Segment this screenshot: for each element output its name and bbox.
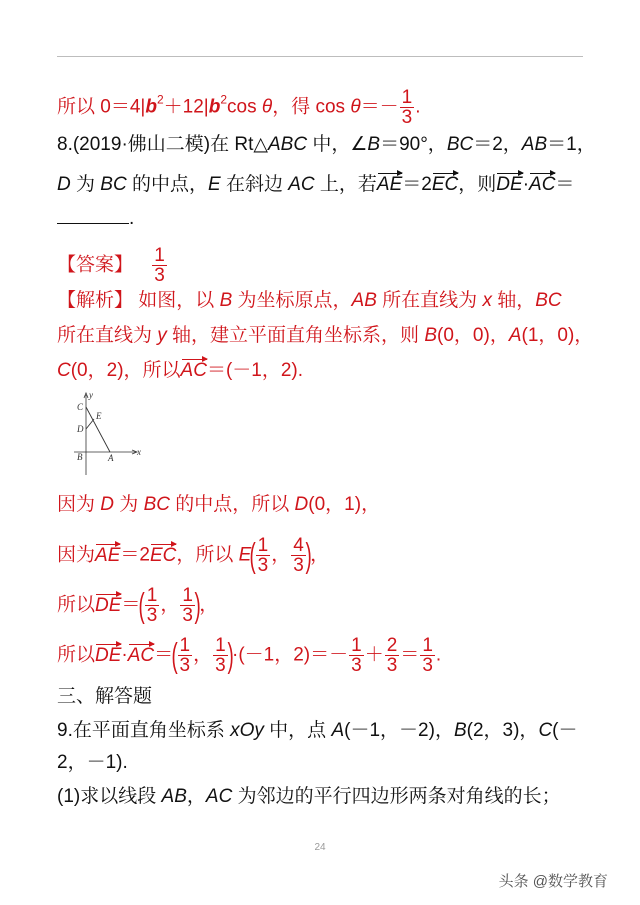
vector-ac: AC [529, 172, 555, 198]
label-a: A [108, 453, 114, 463]
step-vector-de: 所以DE＝( $\frac{1}{3}$ ， $\frac{1}{3}$ )， [57, 585, 219, 626]
analysis-line-3: C(0，2)，所以AC＝(－1，2). [57, 358, 590, 384]
solution-line-cos-theta: 所以 $0=4|b^2+12|b^2\cos$ θ，得 cos θ＝－ $\frac{1}{3}$ . [57, 87, 421, 128]
step-dot-product: 所以DE·AC＝( $\frac{1}{3}$ ， $\frac{1}{3}$ )·(－1，2)＝－ $\frac{1}{3}$ ＋ $\frac{2}{3}$ ＝ $\frac{1}{3}$ . [57, 635, 442, 676]
vector-ae: AE [95, 543, 120, 569]
segment-de [86, 419, 94, 429]
vector-ac: AC [181, 358, 207, 384]
answer-blank [57, 207, 129, 224]
answer-fraction: $\frac{1}{3}$ [154, 245, 165, 286]
label-c: C [77, 402, 84, 412]
question-9-part-1: (1)求以线段 AB，AC 为邻边的平行四边形两条对角线的长； [57, 786, 561, 807]
answer-row [57, 246, 590, 285]
vector-ac: AC [128, 643, 154, 669]
label-e: E [96, 411, 102, 421]
vector-ae: AE [377, 172, 402, 198]
question-9-line-2: 2，－1). [57, 752, 128, 773]
watermark: 头条 @数学教育 [498, 873, 608, 890]
vector-ec: EC [150, 543, 176, 569]
header-rule [57, 56, 583, 57]
step-point-e: 因为AE＝2EC，所以 E( $\frac{1}{3}$ ， $\frac{4}{3}$ )， [57, 535, 330, 576]
page-number: 24 [314, 842, 326, 853]
coordinate-figure [70, 389, 150, 479]
analysis-line-2: 所在直线为 y 轴，建立平面直角坐标系，则 B(0，0)，A(1，0)， [57, 325, 594, 346]
label-y: y [89, 390, 93, 400]
vector-ec: EC [432, 172, 458, 198]
label-x: x [137, 447, 141, 457]
fraction: $\frac{1}{3}$ [401, 87, 413, 128]
analysis-tag: 【解析】 [57, 290, 134, 311]
analysis-line-1: 【解析】 如图，以 B 为坐标原点，AB 所在直线为 x 轴，BC [57, 290, 562, 311]
label-d: D [77, 424, 84, 434]
question-8-answer-blank: . [57, 206, 590, 232]
answer-tag: 【答案】 [57, 254, 134, 276]
step-midpoint-d: 因为 D 为 BC 的中点，所以 D(0，1)， [57, 494, 381, 515]
vector-de: DE [95, 593, 121, 619]
vector-de: DE [95, 643, 121, 669]
section-heading-answer-questions: 三、解答题 [57, 686, 153, 707]
vector-de: DE [496, 172, 522, 198]
question-9-line-1: 9.在平面直角坐标系 xOy 中，点 A(－1，－2)，B(2，3)，C(－ [57, 720, 578, 741]
question-8-line-1: 8.(2019·佛山二模)在 Rt△ABC 中，∠B＝90°，BC＝2，AB＝1， [57, 134, 596, 155]
question-8-line-2: D 为 BC 的中点，E 在斜边 AC 上，若AE＝2EC，则DE·AC＝ [57, 172, 590, 198]
label-b: B [77, 452, 83, 462]
